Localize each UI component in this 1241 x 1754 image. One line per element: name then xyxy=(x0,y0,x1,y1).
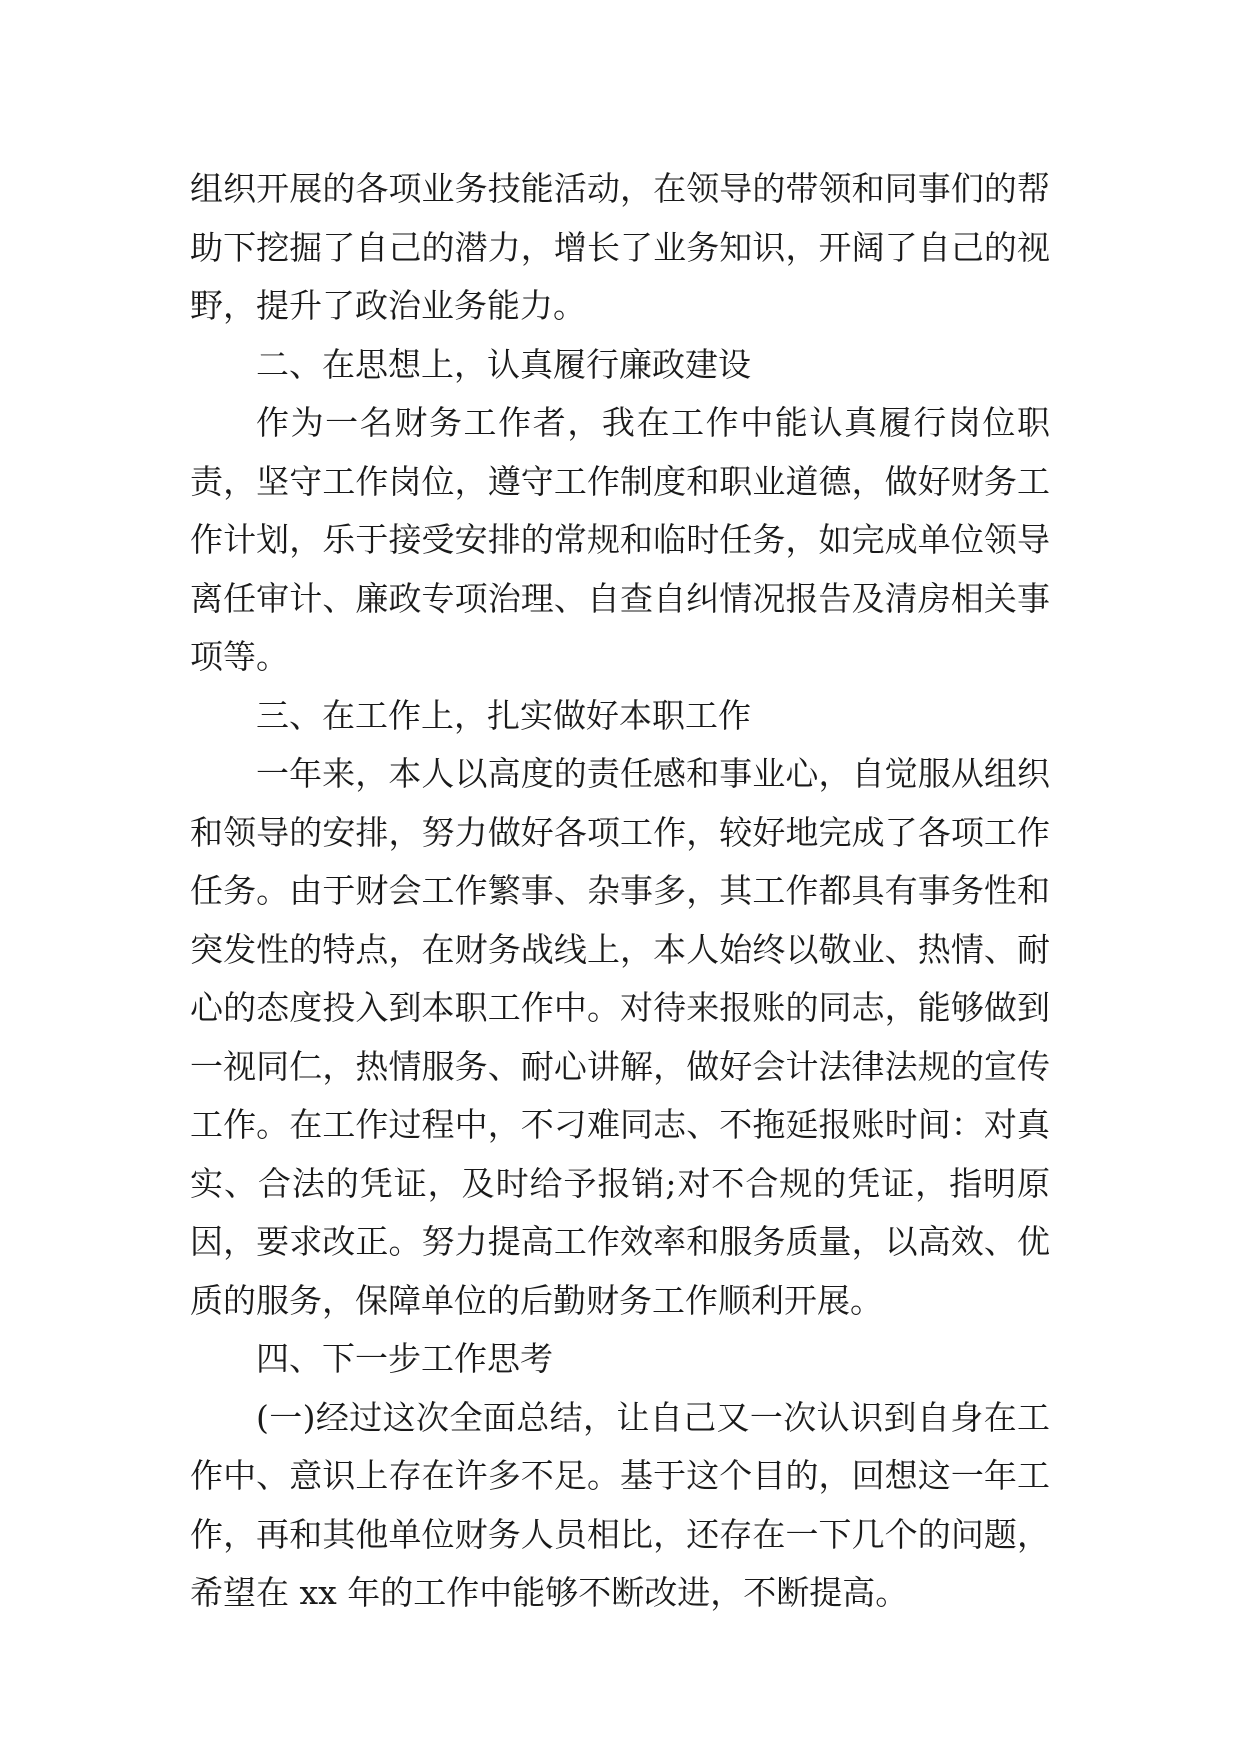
section-heading-4: 四、下一步工作思考 xyxy=(256,1339,553,1378)
document-body xyxy=(190,160,1050,1623)
paragraph-4: (一)经过这次全面总结，让自己又一次认识到自身在工作中、意识上存在许多不足。基于这个目的，回想这一年工作，再和其他单位财务人员相比，还存在一下几个的问题，希望在 xx 年的工作中能够不断改进，不断提高。 xyxy=(190,1397,1050,1612)
paragraph-2: 作为一名财务工作者，我在工作中能认真履行岗位职责，坚守工作岗位，遵守工作制度和职业道德，做好财务工作计划，乐于接受安排的常规和临时任务，如完成单位领导离任审计、廉政专项治理、自查自纠情况报告及清房相关事项等。 xyxy=(190,403,1050,676)
section-heading-2: 二、在思想上，认真履行廉政建设 xyxy=(256,344,751,384)
paragraph-1: 组织开展的各项业务技能活动，在领导的带领和同事们的帮助下挖掘了自己的潜力，增长了业务知识，开阔了自己的视野，提升了政治业务能力。 xyxy=(190,169,1050,325)
paragraph-3: 一年来，本人以高度的责任感和事业心，自觉服从组织和领导的安排，努力做好各项工作，较好地完成了各项工作任务。由于财会工作繁事、杂事多，其工作都具有事务性和突发性的特点，在财务战线上，本人始终以敬业、热情、耐心的态度投入到本职工作中。对待来报账的同志，能够做到一视同仁，热情服务、耐心讲解，做好会计法律法规的宣传工作。在工作过程中，不刁难同志、不拖延报账时间：对真实、合法的凭证，及时给予报销;对不合规的凭证，指明原因，要求改正。努力提高工作效率和服务质量，以高效、优质的服务，保障单位的后勤财务工作顺利开展。 xyxy=(190,754,1050,1320)
section-heading-3: 三、在工作上，扎实做好本职工作 xyxy=(256,695,751,735)
